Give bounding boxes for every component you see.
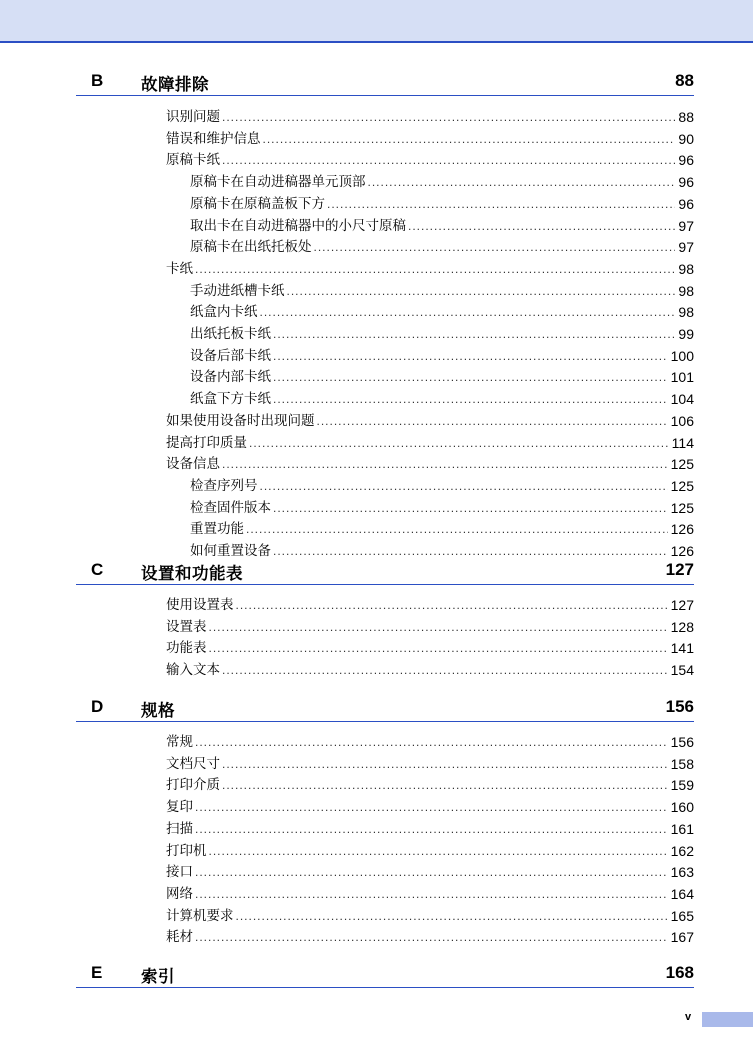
dot-leader [222, 108, 675, 126]
entry-page-number: 101 [670, 369, 694, 386]
footer-page-number: v [685, 1011, 692, 1023]
toc-entry[interactable] [166, 593, 694, 614]
section-title: 规格 [141, 701, 175, 720]
entry-title: 设置表 [166, 618, 207, 635]
entry-page-number: 154 [670, 662, 694, 679]
entry-page-number: 164 [670, 885, 694, 902]
toc-section [76, 71, 694, 559]
entry-page-number: 98 [678, 260, 694, 277]
entry-title: 设备后部卡纸 [190, 347, 271, 364]
dot-leader [209, 639, 668, 657]
entry-title: 原稿卡在自动进稿器单元顶部 [190, 174, 366, 191]
dot-leader [222, 455, 668, 473]
entry-title: 输入文本 [166, 662, 220, 679]
entry-page-number: 97 [678, 239, 694, 256]
toc-entry[interactable] [166, 148, 694, 169]
section-title: 索引 [141, 967, 175, 986]
toc-entry[interactable] [166, 904, 694, 925]
dot-leader [408, 217, 675, 235]
toc-entry[interactable] [166, 615, 694, 636]
toc-entry[interactable] [190, 279, 694, 300]
entry-page-number: 125 [670, 499, 694, 516]
dot-leader [222, 776, 668, 794]
entry-title: 计算机要求 [166, 907, 234, 924]
dot-leader [236, 907, 668, 925]
header-band [0, 0, 753, 43]
dot-leader [195, 885, 668, 903]
dot-leader [222, 661, 668, 679]
entry-title: 取出卡在自动进稿器中的小尺寸原稿 [190, 217, 406, 234]
entry-title: 识别问题 [166, 109, 220, 125]
entry-title: 网络 [166, 885, 193, 902]
entry-title: 设备信息 [166, 456, 220, 473]
entry-page-number: 114 [671, 434, 694, 451]
dot-leader [273, 499, 668, 517]
section-page-number: 168 [665, 963, 694, 982]
toc-entry[interactable] [166, 409, 694, 430]
entry-page-number: 98 [678, 282, 694, 299]
toc-entry[interactable] [166, 257, 694, 278]
footer-tab [702, 1012, 753, 1027]
toc-entry[interactable] [166, 452, 694, 473]
entry-title: 错误和维护信息 [166, 130, 261, 147]
entry-title: 原稿卡在原稿盖板下方 [190, 195, 325, 212]
entry-page-number: 126 [670, 543, 694, 559]
entry-page-number: 141 [670, 640, 694, 657]
toc-entry[interactable] [190, 192, 694, 213]
dot-leader [195, 820, 668, 838]
entry-page-number: 90 [678, 130, 694, 147]
section-letter: D [91, 697, 104, 716]
section-letter: E [91, 963, 103, 982]
entry-title: 功能表 [166, 640, 207, 657]
dot-leader [195, 928, 668, 946]
entry-page-number: 106 [670, 412, 694, 429]
entry-title: 检查固件版本 [190, 499, 271, 516]
dot-leader [368, 173, 676, 191]
toc-entry[interactable] [166, 882, 694, 903]
entry-page-number: 98 [678, 304, 694, 321]
entry-title: 耗材 [166, 929, 193, 946]
dot-leader [222, 151, 675, 169]
entry-page-number: 125 [670, 456, 694, 473]
toc-entry[interactable] [166, 431, 694, 452]
entry-page-number: 161 [670, 820, 694, 837]
toc-entry[interactable] [166, 839, 694, 860]
section-page-number: 88 [675, 71, 694, 90]
entry-page-number: 96 [678, 174, 694, 191]
section-page-number: 156 [665, 697, 694, 716]
dot-leader [273, 368, 668, 386]
entry-page-number: 127 [670, 597, 694, 613]
entry-page-number: 156 [670, 734, 694, 750]
entry-page-number: 104 [670, 391, 694, 408]
dot-leader [273, 390, 668, 408]
entry-title: 文档尺寸 [166, 755, 220, 772]
entry-title: 设备内部卡纸 [190, 369, 271, 386]
dot-leader [260, 477, 668, 495]
toc-entry[interactable] [166, 636, 694, 657]
dot-leader [327, 195, 675, 213]
entry-title: 复印 [166, 799, 193, 816]
toc-entry[interactable] [166, 773, 694, 794]
entry-page-number: 125 [670, 477, 694, 494]
dot-leader [195, 733, 668, 751]
toc-entry[interactable] [190, 496, 694, 517]
entry-page-number: 88 [678, 109, 694, 125]
dot-leader [314, 238, 676, 256]
dot-leader [195, 798, 668, 816]
entry-title: 检查序列号 [190, 477, 258, 494]
entry-page-number: 126 [670, 521, 694, 538]
toc-entry[interactable] [166, 752, 694, 773]
entry-title: 打印机 [166, 842, 207, 859]
toc-entry[interactable] [190, 365, 694, 386]
dot-leader [209, 842, 668, 860]
dot-leader [209, 618, 668, 636]
entry-title: 卡纸 [166, 260, 193, 277]
entry-page-number: 97 [678, 217, 694, 234]
dot-leader [273, 325, 675, 343]
toc-entry[interactable] [190, 517, 694, 538]
entry-title: 扫描 [166, 820, 193, 837]
section-title: 设置和功能表 [141, 564, 243, 583]
dot-leader [263, 130, 676, 148]
toc-entry[interactable] [190, 214, 694, 235]
entry-page-number: 162 [670, 842, 694, 859]
entry-title: 接口 [166, 864, 193, 881]
entry-title: 打印介质 [166, 777, 220, 794]
entry-title: 如果使用设备时出现问题 [166, 412, 315, 429]
entry-page-number: 96 [678, 195, 694, 212]
entry-title: 提高打印质量 [166, 434, 247, 451]
entry-page-number: 167 [670, 929, 694, 946]
entry-page-number: 99 [678, 326, 694, 342]
toc-entry[interactable] [166, 817, 694, 838]
section-header[interactable] [76, 697, 694, 722]
entry-page-number: 165 [670, 907, 694, 924]
dot-leader [317, 412, 668, 430]
dot-leader [246, 520, 668, 538]
entry-title: 常规 [166, 734, 193, 750]
entry-page-number: 159 [670, 777, 694, 794]
toc-entry[interactable] [166, 105, 694, 126]
entry-page-number: 158 [670, 755, 694, 772]
entry-title: 重置功能 [190, 521, 244, 538]
toc-section [76, 560, 694, 679]
toc-entry[interactable] [190, 344, 694, 365]
dot-leader [273, 347, 668, 365]
toc-entry[interactable] [166, 925, 694, 946]
entry-page-number: 163 [670, 864, 694, 881]
entry-title: 原稿卡纸 [166, 152, 220, 169]
toc-entry[interactable] [190, 170, 694, 191]
section-header[interactable] [76, 560, 694, 585]
entry-title: 纸盒内卡纸 [190, 304, 258, 321]
dot-leader [222, 755, 668, 773]
entry-page-number: 96 [678, 152, 694, 169]
dot-leader [195, 863, 668, 881]
dot-leader [236, 596, 668, 614]
section-page-number: 127 [665, 560, 694, 579]
entry-page-number: 100 [670, 347, 694, 364]
entry-title: 如何重置设备 [190, 543, 271, 559]
toc-entry[interactable] [190, 474, 694, 495]
toc-entry[interactable] [190, 539, 694, 560]
toc-entry[interactable] [166, 127, 694, 148]
toc-section [76, 697, 694, 946]
entry-title: 使用设置表 [166, 597, 234, 613]
section-header[interactable] [76, 963, 694, 988]
dot-leader [249, 434, 669, 452]
entry-page-number: 128 [670, 618, 694, 635]
toc-entry[interactable] [190, 300, 694, 321]
toc-entry[interactable] [166, 860, 694, 881]
toc-entry[interactable] [166, 795, 694, 816]
dot-leader [195, 260, 675, 278]
entry-title: 纸盒下方卡纸 [190, 391, 271, 408]
toc-entry[interactable] [190, 322, 694, 343]
entry-page-number: 160 [670, 799, 694, 816]
section-header[interactable] [76, 71, 694, 96]
section-letter: B [91, 71, 104, 90]
toc-entry[interactable] [190, 235, 694, 256]
dot-leader [273, 542, 668, 560]
entry-title: 原稿卡在出纸托板处 [190, 239, 312, 256]
section-letter: C [91, 560, 104, 579]
toc-entry[interactable] [190, 387, 694, 408]
section-title: 故障排除 [141, 75, 209, 94]
entry-title: 手动进纸槽卡纸 [190, 282, 285, 299]
toc-entry[interactable] [166, 658, 694, 679]
dot-leader [260, 303, 676, 321]
toc-section [76, 963, 694, 988]
entry-title: 出纸托板卡纸 [190, 326, 271, 342]
dot-leader [287, 282, 676, 300]
toc-entry[interactable] [166, 730, 694, 751]
